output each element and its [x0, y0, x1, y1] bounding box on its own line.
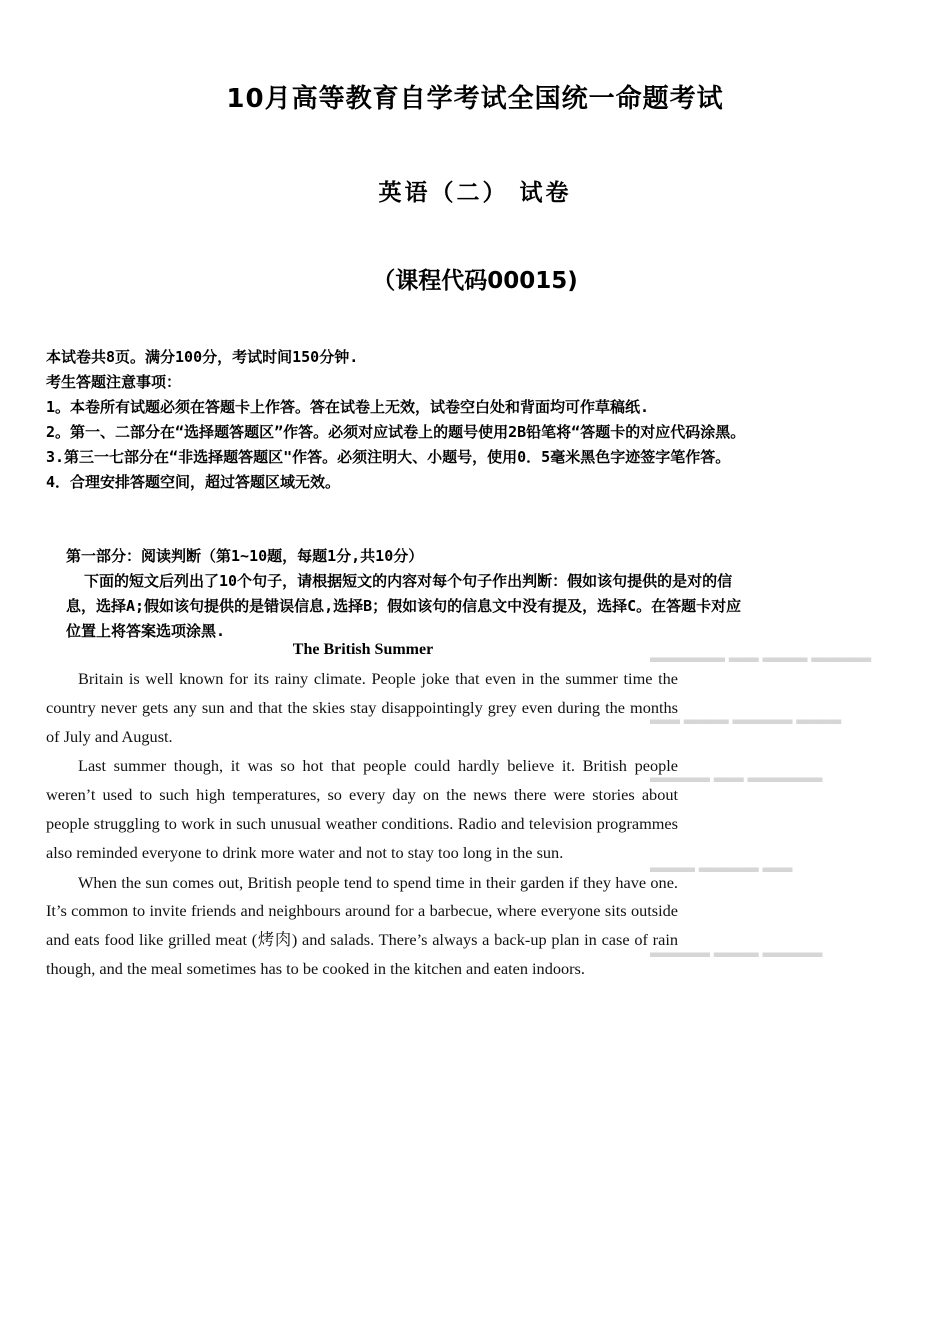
notice-line-pages: 本试卷共8页。满分100分，考试时间150分钟. [46, 348, 359, 366]
article-paragraph: Last summer though, it was so hot that people could hardly believe it. British people weren’t used to such high temperatures, so every day on the news there were stories about people struggling to work in such unusual weather conditions. Radio and television programmes also reminded everyone to drink more water and not to stay too long in the sun. [46, 756, 678, 862]
course-code: （课程代码00015) [372, 268, 578, 294]
bleed-through-texture: ▬▬▬▬ ▬▬▬ ▬▬▬▬ [650, 945, 823, 961]
notice-item-1: 1。本卷所有试题必须在答题卡上作答。答在试卷上无效，试卷空白处和背面均可作草稿纸. [46, 398, 650, 416]
part1-heading: 第一部分：阅读判断（第1~10题，每题1分,共10分） [66, 547, 424, 565]
part1-instructions: 下面的短文后列出了10个句子，请根据短文的内容对每个句子作出判断：假如该句提供的是对的信息，选择A;假如该句提供的是错误信息,选择B；假如该句的信息文中没有提及，选择C。在答题卡对应位置上将答案选项涂黑. [66, 572, 742, 640]
notice-item-3: 3.第三一七部分在“非选择题答题区"作答。必须注明大、小题号，使用0．5毫米黑色字迹签字笔作答。 [46, 448, 731, 466]
notice-line-heading: 考生答题注意事项： [46, 373, 182, 391]
article-body [46, 665, 678, 985]
notice-item-2: 2。第一、二部分在“选择题答题区”作答。必须对应试卷上的题号使用2B铅笔将“答题卡的对应代码涂黑。 [46, 423, 746, 441]
bleed-through-texture: ▬▬▬▬ ▬▬▬ ▬▬ ▬▬▬▬▬ [650, 650, 872, 666]
article-paragraph: Britain is well known for its rainy climate. People joke that even in the summer time the country never gets any sun and that the skies stay disappointingly grey even during the months of July and August. [46, 669, 678, 746]
article-paragraph: When the sun comes out, British people tend to spend time in their garden if they have one. It’s common to invite friends and neighbours around for a barbecue, where everyone sits outside and eats food like grilled meat (烤肉) and salads. There’s always a back-up plan in case of rain though, and the meal sometimes has to be cooked in the kitchen and eaten indoors. [46, 872, 678, 978]
bleed-through-texture: ▬▬▬▬▬ ▬▬ ▬▬▬▬ [650, 770, 823, 786]
exam-main-title: 10月高等教育自学考试全国统一命题考试 [226, 84, 724, 114]
exam-notice [46, 345, 908, 495]
bleed-through-texture: ▬▬ ▬▬▬▬ ▬▬▬ [650, 860, 793, 876]
bleed-through-texture: ▬▬▬ ▬▬▬▬ ▬▬▬ ▬▬ [650, 712, 842, 728]
exam-subject-title: 英语（二） 试卷 [378, 180, 572, 206]
article-title: The British Summer [292, 641, 434, 658]
notice-item-4: 4．合理安排答题空间，超过答题区域无效。 [46, 473, 341, 491]
